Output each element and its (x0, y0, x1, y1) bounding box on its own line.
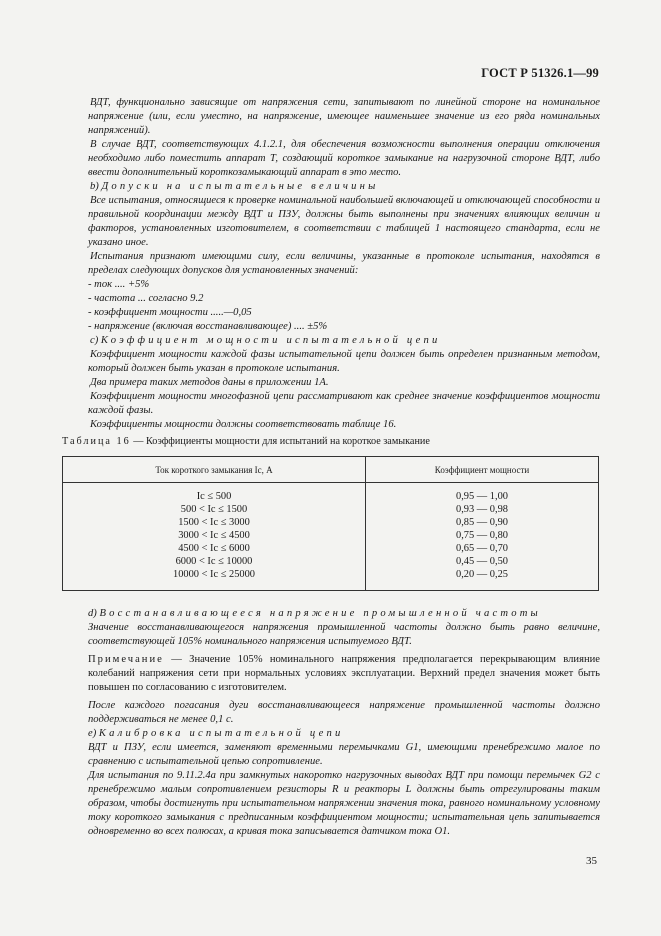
column-header-current: Ток короткого замыкания Iс, А (63, 457, 366, 483)
section-heading-c (88, 334, 600, 348)
paragraph: ВДТ, функционально зависящие от напряжения сети, запитывают по линейной стороне на номинальное напряжение (или, если уместно, на напряжение, имеющее наименьшее значение из его ряда номинальных напряжений). (88, 97, 600, 136)
section-heading-b (88, 180, 600, 194)
table-cell: 0,65 — 0,70 (456, 543, 508, 554)
note-text: — Значение 105% номинального напряжения предполагается перекрывающим влияние колебаний напряжения сети при нормальных условиях эксплуатации. Верхний предел значения может быть повышен по согласованию с изготовителем. (88, 654, 600, 693)
paragraph: Коэффициенты мощности должны соответствовать таблице 16. (90, 419, 397, 430)
paragraph: Значение восстанавливающегося напряжения промышленной частоты должно быть равно величине, соответствующей 105% номинального напряжения испытуемого ВДТ. (88, 622, 600, 647)
list-item: - ток .... +5% (88, 279, 150, 290)
table-cell: 0,85 — 0,90 (456, 517, 508, 528)
paragraph: В случае ВДТ, соответствующих 4.1.2.1, для обеспечения возможности выполнения операции отключения необходимо либо поместить аппарат Т, создающий короткое замыкание на нагрузочной стороне ВДТ, либо ввести дополнительный короткозамыкающий аппарат в это место. (88, 139, 600, 178)
paragraph: Все испытания, относящиеся к проверке номинальной наибольшей включающей и отключающей способности и правильной координации между ВДТ и ПЗУ, должны быть выполнены при значениях влияющих величин и факторов, установленных изготовителем, в соответствии с таблицей 1 настоящего стандарта, если не указано иное. (88, 195, 600, 248)
paragraph: Для испытания по 9.11.2.4а при замкнутых накоротко нагрузочных выводах ВДТ при помощи перемычек G2 с пренебрежимо малым сопротивлением резисторы R и реакторы L должны быть отрегулированы таким образом, чтобы достигнуть при испытательном напряжении значения тока, равного номинальному условному току короткого замыкания с предписанным коэффициентом мощности; испытательная цепь запитывается одновременно во всех полюсах, а кривая тока записывается датчиком тока О1. (88, 770, 600, 837)
table-title: — Коэффициенты мощности для испытаний на короткое замыкание (130, 436, 430, 447)
table-cell: 0,75 — 0,80 (456, 530, 508, 541)
table-cell: 1500 < Iс ≤ 3000 (178, 517, 250, 528)
section-prefix: b) (90, 181, 99, 192)
table-cell: 0,95 — 1,00 (456, 491, 508, 502)
paragraph: После каждого погасания дуги восстанавливающееся напряжение промышленной частоты должно поддерживаться не менее 0,1 с. (88, 700, 600, 725)
table-cell: Iс ≤ 500 (196, 491, 232, 502)
note-label: Примечание (88, 654, 164, 665)
column-header-power-factor: Коэффициент мощности (366, 457, 599, 483)
table-body-row (63, 483, 599, 591)
table-cell: 6000 < Iс ≤ 10000 (175, 556, 253, 567)
section-prefix: e) (88, 728, 97, 739)
list-item: - коэффициент мощности .....—0,05 (88, 307, 252, 318)
tolerance-list (88, 278, 600, 334)
section-title: Допуски на испытательные величины (101, 181, 379, 192)
table-cell: 3000 < Iс ≤ 4500 (178, 530, 250, 541)
continued-text (88, 607, 600, 839)
paragraph: Два примера таких методов даны в приложении 1А. (90, 377, 329, 388)
power-factor-table (62, 456, 599, 591)
section-prefix: d) (88, 608, 97, 619)
page-number: 35 (586, 855, 597, 867)
paragraph: Коэффициент мощности каждой фазы испытательной цепи должен быть определен признанным методом, который должен быть указан в протоколе испытания. (88, 349, 600, 374)
table-cell: 10000 < Iс ≤ 25000 (173, 569, 255, 580)
table-cell: 4500 < Iс ≤ 6000 (178, 543, 250, 554)
list-item: - частота ... согласно 9.2 (88, 293, 204, 304)
paragraph: ВДТ и ПЗУ, если имеется, заменяют временными перемычками G1, имеющими пренебрежимо малое по сравнению с испытательной цепью сопротивление. (88, 742, 600, 767)
section-title: Восстанавливающееся напряжение промышленной частоты (99, 608, 541, 619)
section-heading-e (88, 727, 600, 741)
document-header: ГОСТ Р 51326.1—99 (481, 66, 599, 80)
section-title: Калибровка испытательной цепи (98, 728, 344, 739)
main-text (88, 96, 600, 432)
section-title: Коэффициент мощности испытательной цепи (100, 335, 441, 346)
current-cell (63, 483, 366, 591)
table-caption (62, 436, 602, 447)
table-header-row (63, 457, 599, 483)
section-heading-d (88, 607, 600, 621)
table-cell: 500 < Iс ≤ 1500 (180, 504, 248, 515)
table-label: Таблица 16 (62, 436, 131, 447)
paragraph: Испытания признают имеющими силу, если величины, указанные в протоколе испытания, находятся в пределах следующих допусков для установленных значений: (88, 251, 600, 276)
section-prefix: c) (90, 335, 99, 346)
table-cell: 0,45 — 0,50 (456, 556, 508, 567)
list-item: - напряжение (включая восстанавливающее) .... ±5% (88, 321, 328, 332)
paragraph: Коэффициент мощности многофазной цепи рассматривают как среднее значение коэффициентов мощности каждой фазы. (88, 391, 600, 416)
note (88, 653, 600, 695)
power-factor-cell (366, 483, 599, 591)
table-cell: 0,93 — 0,98 (456, 504, 508, 515)
table-cell: 0,20 — 0,25 (456, 569, 508, 580)
